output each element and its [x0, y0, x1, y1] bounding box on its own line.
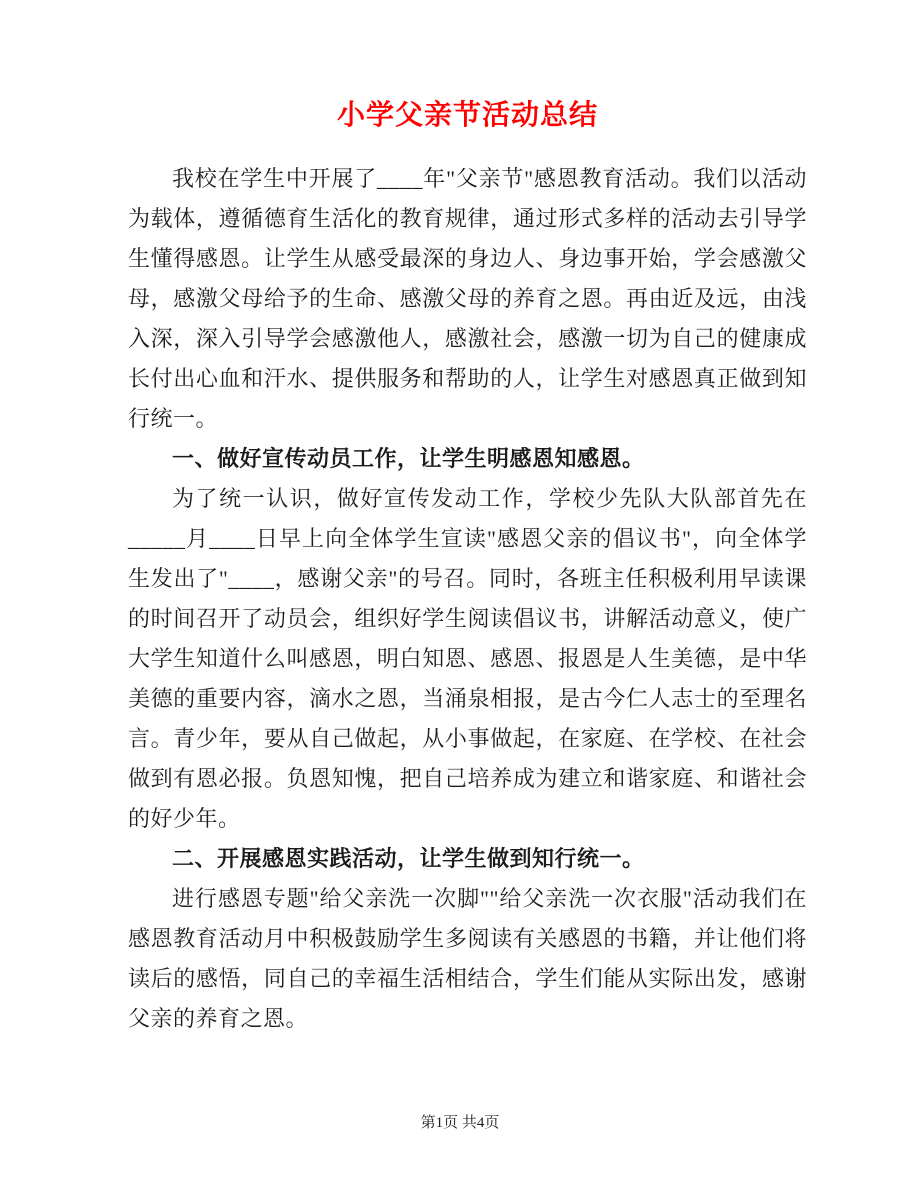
- page-number-footer: 第1页 共4页: [420, 1115, 500, 1131]
- section-heading-1: 一、做好宣传动员工作，让学生明感恩知感恩。: [172, 446, 645, 471]
- paragraph-section-1: 为了统一认识，做好宣传发动工作，学校少先队大队部首先在_____月____日早上向全体学生宣读"感恩父亲的倡议书"，向全体学生发出了"____，感谢父亲"的号召。同时，各班主任积极利用早读课的时间召开了动员会，组织好学生阅读倡议书，讲解活动意义，使广大学生知道什么叫感恩，明白知恩、感恩、报恩是人生美德，是中华美德的重要内容，滴水之恩，当涌泉相报，是古今仁人志士的至理名言。青少年，要从自己做起，从小事做起，在家庭、在学校、在社会做到有恩必报。负恩知愧，把自己培养成为建立和谐家庭、和谐社会的好少年。: [128, 486, 807, 831]
- section-heading-2: 二、开展感恩实践活动，让学生做到知行统一。: [172, 846, 645, 871]
- document-title: 小学父亲节活动总结: [336, 100, 598, 131]
- paragraph-section-2: 进行感恩专题"给父亲洗一次脚""给父亲洗一次衣服"活动我们在感恩教育活动月中积极鼓励学生多阅读有关感恩的书籍，并让他们将读后的感悟，同自己的幸福生活相结合，学生们能从实际出发，感谢父亲的养育之恩。: [128, 886, 807, 1031]
- paragraph-intro: 我校在学生中开展了____年"父亲节"感恩教育活动。我们以活动为载体，遵循德育生活化的教育规律，通过形式多样的活动去引导学生懂得感恩。让学生从感受最深的身边人、身边事开始，学会感激父母，感激父母给予的生命、感激父母的养育之恩。再由近及远，由浅入深，深入引导学会感激他人，感激社会，感激一切为自己的健康成长付出心血和汗水、提供服务和帮助的人，让学生对感恩真正做到知行统一。: [128, 166, 807, 431]
